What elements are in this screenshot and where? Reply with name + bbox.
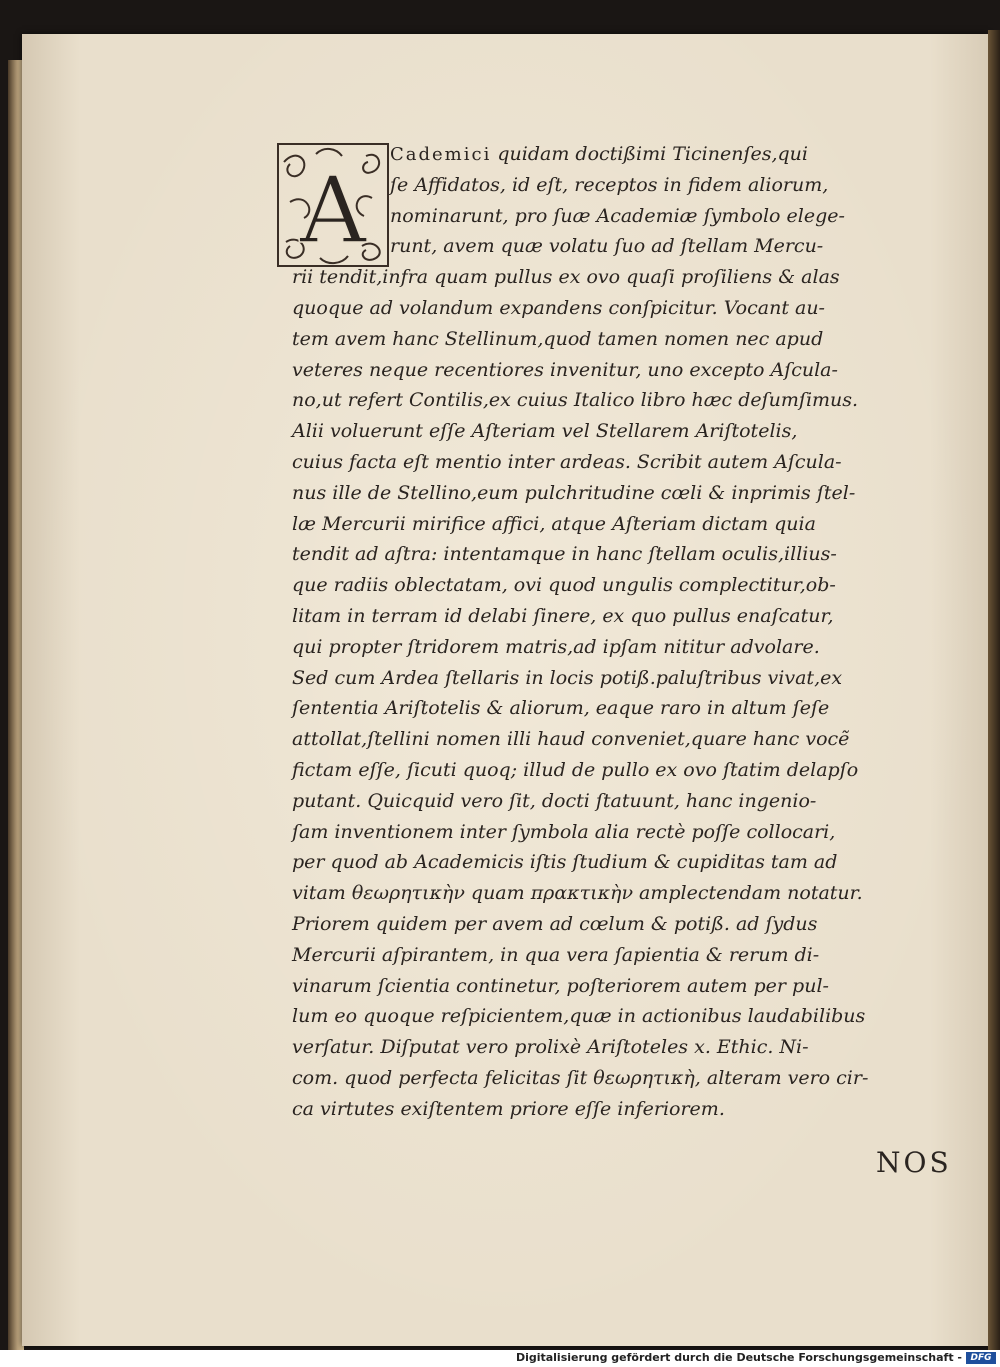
line-text: attollat,ſtellini nomen illi haud conveniet,quare hanc vocẽ [292,728,850,751]
dfg-logo: DFG [966,1352,996,1364]
ornament-initial-icon [276,142,390,268]
line-text: fictam eſſe, ſicuti quoq; illud de pullo ex ovo ſtatim delapſo [292,759,859,781]
line-text: quidam doctißimi Ticinenſes,qui [491,143,808,165]
line-text: rii tendit,infra quam pullus ex ovo quaſi proſiliens & alas [292,266,840,289]
line-text: cuius facta eſt mentio inter ardeas. Scribit autem Aſcula- [292,451,842,473]
line-text: quoque ad volandum expandens conſpicitur. Vocant au- [292,297,825,319]
text-line [292,1001,865,1031]
text-line [292,416,797,446]
text-line [292,1063,868,1093]
text-line [292,262,840,292]
text-line [390,201,845,231]
text-line [292,509,816,539]
text-line [292,632,820,662]
text-line [292,847,837,877]
line-text: nominarunt, pro ſuæ Academiæ ſymbolo elege- [390,204,845,227]
decorated-initial [276,142,390,268]
catchword: NOS [876,1146,952,1179]
line-text: vinarum ſcientia continetur, poſteriorem autem per pul- [292,974,829,997]
text-line [292,385,858,415]
line-text: vitam θεωρητικὴν quam πρακτικὴν amplectendam notatur. [292,882,863,905]
first-word: Cademici [390,144,492,165]
text-line [292,570,836,600]
text-line [292,539,837,569]
line-text: ſe Affidatos, id eſt, receptos in fidem aliorum, [390,173,829,196]
text-line [292,940,819,970]
text-line [390,231,823,261]
line-text: litam in terram id delabi ſinere, ex quo pullus enaſcatur, [292,605,834,627]
line-text: veteres neque recentiores invenitur, uno excepto Aſcula- [292,358,838,381]
svg-text:A: A [299,157,367,264]
line-text: putant. Quicquid vero ſit, docti ſtatuunt, hanc ingenio- [292,789,817,812]
text-line [390,170,828,200]
text-line [292,355,838,385]
text-line [292,293,825,323]
line-text: verſatur. Diſputat vero prolixè Ariſtoteles x. Ethic. Ni- [292,1036,809,1059]
text-line [292,447,842,477]
text-line [292,1032,809,1062]
line-text: Alii voluerunt eſſe Aſteriam vel Stellarem Ariſtotelis, [292,420,798,443]
line-text: que radiis oblectatam, ovi quod ungulis complectitur,ob- [292,574,836,597]
text-line [292,324,823,354]
text-line [292,971,829,1001]
line-text: ſententia Ariſtotelis & aliorum, eaque raro in altum ſeſe [292,697,830,720]
text-line [292,724,849,754]
line-text: Sed cum Ardea ſtellaris in locis potiß.paluſtribus vivat,ex [292,666,843,689]
text-line [292,817,835,847]
text-line [292,1094,725,1124]
line-text: tem avem hanc Stellinum,quod tamen nomen nec apud [292,327,824,350]
footer-bar [0,1350,1000,1367]
line-text: Priorem quidem per avem ad cœlum & potiß. ad ſydus [292,913,818,935]
text-line [292,786,816,816]
text-line [292,693,829,723]
line-text: com. quod perfecta felicitas ſit θεωρητικὴ, alteram vero cir- [292,1067,869,1089]
text-line [292,909,817,939]
line-text: tendit ad aſtra: intentamque in hanc ſtellam oculis,illius- [292,543,837,566]
text-line [292,755,858,785]
line-text: Mercurii aſpirantem, in qua vera ſapientia & rerum di- [292,943,820,966]
line-text: ſam inventionem inter ſymbola alia rectè poſſe collocari, [292,820,836,843]
line-text: lum eo quoque reſpicientem,quæ in actionibus laudabilibus [292,1005,866,1028]
line-text: runt, avem quæ volatu ſuo ad ſtellam Mercu- [390,235,824,258]
line-text: per quod ab Academicis iſtis ſtudium & cupiditas tam ad [292,851,838,874]
text-line [292,878,863,908]
text-line [390,139,808,169]
line-text: ca virtutes exiſtentem priore eſſe inferiorem. [292,1097,725,1120]
line-text: læ Mercurii mirifice affici, atque Aſteriam dictam quia [292,512,816,535]
line-text: nus ille de Stellino,eum pulchritudine cœli & inprimis ſtel- [292,481,856,504]
text-line [292,601,834,631]
line-text: qui propter ſtridorem matris,ad ipſam nititur advolare. [292,635,820,658]
text-line [292,478,855,508]
binding-strip [988,30,1000,1350]
text-line [292,663,842,693]
footer-text: Digitalisierung gefördert durch die Deutsche Forschungsgemeinschaft - [515,1351,962,1364]
line-text: no,ut refert Contilis,ex cuius Italico libro hæc deſumſimus. [292,389,859,412]
